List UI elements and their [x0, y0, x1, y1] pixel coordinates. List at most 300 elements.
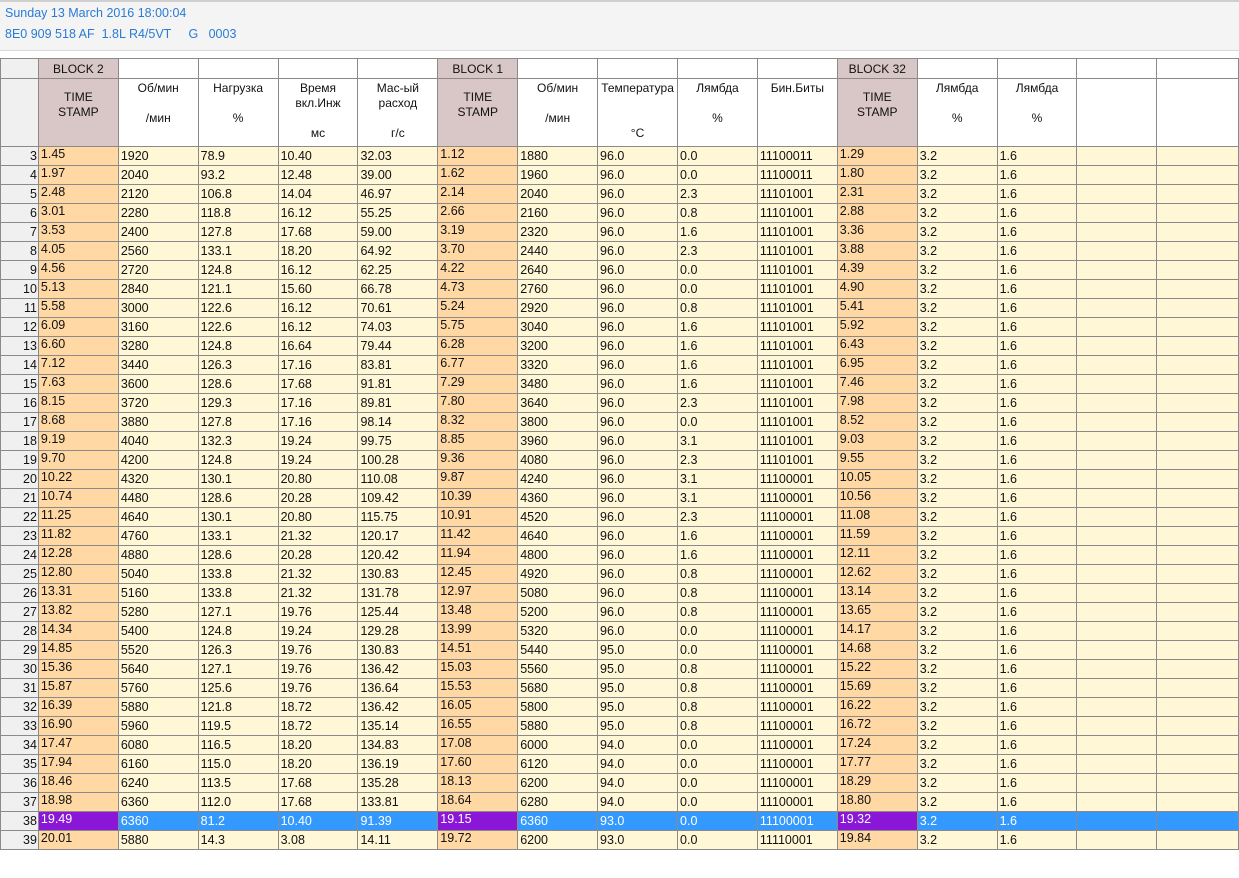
value-cell: 11101001	[757, 451, 837, 470]
column-header[interactable]	[917, 79, 997, 147]
column-header-label: %	[712, 111, 723, 125]
row-number: 8	[1, 242, 39, 261]
value-cell: 132.3	[198, 432, 278, 451]
value-cell: 124.8	[198, 261, 278, 280]
value-cell: 1.6	[997, 204, 1077, 223]
value-cell: 0.0	[678, 147, 758, 166]
row-number: 9	[1, 261, 39, 280]
value-cell: 118.8	[198, 204, 278, 223]
value-cell: 3320	[518, 356, 598, 375]
empty-cell	[1157, 356, 1239, 375]
table-row[interactable]	[1, 280, 1239, 299]
value-cell: 16.12	[278, 318, 358, 337]
value-cell: 11101001	[757, 375, 837, 394]
value-cell: 6200	[518, 831, 598, 850]
timestamp-cell: 10.56	[837, 489, 917, 508]
value-cell: 11100011	[757, 166, 837, 185]
column-header[interactable]	[997, 79, 1077, 147]
timestamp-cell: 9.36	[438, 451, 518, 470]
empty-cell	[1077, 356, 1157, 375]
empty-cell	[1157, 242, 1239, 261]
column-header-label: STAMP	[58, 105, 99, 119]
empty-cell	[1157, 147, 1239, 166]
table-row[interactable]	[1, 546, 1239, 565]
table-row[interactable]	[1, 242, 1239, 261]
value-cell: 96.0	[598, 394, 678, 413]
value-cell: 3280	[118, 337, 198, 356]
value-cell: 1.6	[997, 698, 1077, 717]
timestamp-cell: 5.24	[438, 299, 518, 318]
empty-cell	[1157, 660, 1239, 679]
value-cell: 1.6	[678, 546, 758, 565]
empty-cell	[1077, 318, 1157, 337]
value-cell: 0.8	[678, 679, 758, 698]
value-cell: 14.04	[278, 185, 358, 204]
table-row[interactable]	[1, 641, 1239, 660]
value-cell: 11101001	[757, 185, 837, 204]
table-row[interactable]	[1, 166, 1239, 185]
timestamp-cell: 5.41	[837, 299, 917, 318]
value-cell: 11101001	[757, 242, 837, 261]
empty-cell	[1157, 280, 1239, 299]
value-cell: 133.8	[198, 565, 278, 584]
value-cell: 127.1	[198, 603, 278, 622]
table-row[interactable]	[1, 717, 1239, 736]
value-cell: 11100001	[757, 489, 837, 508]
column-header-label: мс	[310, 126, 326, 140]
column-header-label	[1159, 96, 1236, 111]
value-cell: 3160	[118, 318, 198, 337]
table-row[interactable]	[1, 185, 1239, 204]
value-cell: 96.0	[598, 489, 678, 508]
value-cell: 1.6	[997, 413, 1077, 432]
row-number: 10	[1, 280, 39, 299]
value-cell: 96.0	[598, 185, 678, 204]
empty-cell	[1157, 394, 1239, 413]
value-cell: 93.0	[598, 831, 678, 850]
value-cell: 11100001	[757, 793, 837, 812]
value-cell: 1.6	[678, 337, 758, 356]
value-cell: 0.8	[678, 299, 758, 318]
timestamp-cell: 6.77	[438, 356, 518, 375]
table-row[interactable]	[1, 356, 1239, 375]
timestamp-cell: 16.72	[837, 717, 917, 736]
empty-cell	[1157, 584, 1239, 603]
value-cell: 3.2	[917, 508, 997, 527]
value-cell: 96.0	[598, 337, 678, 356]
value-cell: 2120	[118, 185, 198, 204]
value-cell: 96.0	[598, 565, 678, 584]
table-row[interactable]	[1, 679, 1239, 698]
timestamp-cell: 4.39	[837, 261, 917, 280]
value-cell: 11100001	[757, 622, 837, 641]
value-cell: 3.2	[917, 546, 997, 565]
value-cell: 4920	[518, 565, 598, 584]
value-cell: 5320	[518, 622, 598, 641]
table-row[interactable]	[1, 147, 1239, 166]
value-cell: 16.64	[278, 337, 358, 356]
timestamp-cell: 5.13	[38, 280, 118, 299]
table-row[interactable]	[1, 698, 1239, 717]
timestamp-cell: 9.87	[438, 470, 518, 489]
value-cell: 1.6	[997, 717, 1077, 736]
empty-cell	[1077, 641, 1157, 660]
empty-cell	[1077, 736, 1157, 755]
timestamp-cell: 19.72	[438, 831, 518, 850]
column-header[interactable]	[598, 79, 678, 147]
value-cell: 122.6	[198, 299, 278, 318]
value-cell: 3.2	[917, 470, 997, 489]
value-cell: 11100001	[757, 717, 837, 736]
value-cell: 3.2	[917, 204, 997, 223]
timestamp-cell: 2.14	[438, 185, 518, 204]
value-cell: 4040	[118, 432, 198, 451]
timestamp-cell: 10.39	[438, 489, 518, 508]
value-cell: 135.14	[358, 717, 438, 736]
value-cell: 11100011	[757, 147, 837, 166]
timestamp-cell: 10.91	[438, 508, 518, 527]
row-number: 39	[1, 831, 39, 850]
column-header-label: вкл.Инж	[295, 96, 341, 110]
table-row[interactable]	[1, 831, 1239, 850]
value-cell: 93.0	[598, 812, 678, 831]
column-header-label: STAMP	[457, 105, 498, 119]
table-row[interactable]	[1, 204, 1239, 223]
value-cell: 125.6	[198, 679, 278, 698]
value-cell: 95.0	[598, 660, 678, 679]
empty-cell	[1157, 470, 1239, 489]
value-cell: 11100001	[757, 546, 837, 565]
value-cell: 133.81	[358, 793, 438, 812]
table-row[interactable]	[1, 660, 1239, 679]
timestamp-cell: 1.62	[438, 166, 518, 185]
timestamp-cell: 17.60	[438, 755, 518, 774]
value-cell: 46.97	[358, 185, 438, 204]
column-header[interactable]	[118, 79, 198, 147]
value-cell: 15.60	[278, 280, 358, 299]
empty-cell	[1077, 793, 1157, 812]
value-cell: 2.3	[678, 242, 758, 261]
empty-cell	[1077, 147, 1157, 166]
value-cell: 2640	[518, 261, 598, 280]
value-cell: 6240	[118, 774, 198, 793]
timestamp-cell: 12.45	[438, 565, 518, 584]
timestamp-cell: 6.95	[837, 356, 917, 375]
value-cell: 14.3	[198, 831, 278, 850]
row-number: 37	[1, 793, 39, 812]
timestamp-cell: 17.08	[438, 736, 518, 755]
empty-cell	[1157, 527, 1239, 546]
value-cell: 6120	[518, 755, 598, 774]
value-cell: 3.2	[917, 698, 997, 717]
timestamp-cell: 12.28	[38, 546, 118, 565]
column-header-label	[201, 96, 276, 111]
timestamp-cell: 5.58	[38, 299, 118, 318]
timestamp-cell: 13.65	[837, 603, 917, 622]
timestamp-cell: 3.88	[837, 242, 917, 261]
empty-cell	[1157, 698, 1239, 717]
value-cell: 126.3	[198, 641, 278, 660]
value-cell: 83.81	[358, 356, 438, 375]
column-header-label	[1079, 111, 1154, 126]
value-cell: 3.2	[917, 394, 997, 413]
value-cell: 135.28	[358, 774, 438, 793]
value-cell: 121.1	[198, 280, 278, 299]
value-cell: 11100001	[757, 736, 837, 755]
column-header-label: Нагрузка	[213, 81, 264, 95]
timestamp-cell: 4.05	[38, 242, 118, 261]
value-cell: 11100001	[757, 565, 837, 584]
value-cell: 18.72	[278, 717, 358, 736]
value-cell: 5800	[518, 698, 598, 717]
table-row[interactable]	[1, 413, 1239, 432]
value-cell: 17.16	[278, 394, 358, 413]
value-cell: 1.6	[678, 318, 758, 337]
value-cell: 5440	[518, 641, 598, 660]
value-cell: 19.24	[278, 451, 358, 470]
timestamp-cell: 14.68	[837, 641, 917, 660]
value-cell: 130.1	[198, 470, 278, 489]
column-header[interactable]	[38, 79, 118, 147]
table-row[interactable]	[1, 489, 1239, 508]
empty-cell	[1077, 204, 1157, 223]
table-row[interactable]	[1, 394, 1239, 413]
value-cell: 94.0	[598, 793, 678, 812]
column-header[interactable]	[198, 79, 278, 147]
value-cell: 6360	[518, 812, 598, 831]
table-row[interactable]	[1, 299, 1239, 318]
value-cell: 5880	[118, 831, 198, 850]
top-divider	[0, 0, 1239, 2]
value-cell: 3.08	[278, 831, 358, 850]
empty-cell	[1077, 261, 1157, 280]
value-cell: 4800	[518, 546, 598, 565]
table-row[interactable]	[1, 774, 1239, 793]
empty-cell	[1077, 185, 1157, 204]
table-row[interactable]	[1, 318, 1239, 337]
table-row[interactable]	[1, 603, 1239, 622]
timestamp-cell: 4.90	[837, 280, 917, 299]
value-cell: 16.12	[278, 299, 358, 318]
value-cell: 96.0	[598, 508, 678, 527]
value-cell: 1.6	[997, 755, 1077, 774]
column-header[interactable]	[1077, 79, 1157, 147]
value-cell: 4520	[518, 508, 598, 527]
value-cell: 128.6	[198, 489, 278, 508]
timestamp-cell: 18.98	[38, 793, 118, 812]
timestamp-cell: 19.15	[438, 812, 518, 831]
value-cell: 95.0	[598, 641, 678, 660]
value-cell: 1.6	[997, 831, 1077, 850]
value-cell: 1.6	[997, 793, 1077, 812]
timestamp-cell: 15.53	[438, 679, 518, 698]
value-cell: 133.8	[198, 584, 278, 603]
value-cell: 16.12	[278, 261, 358, 280]
table-row[interactable]	[1, 470, 1239, 489]
row-number: 31	[1, 679, 39, 698]
empty-cell	[1157, 565, 1239, 584]
table-row[interactable]	[1, 584, 1239, 603]
value-cell: 0.8	[678, 603, 758, 622]
column-header[interactable]	[757, 79, 837, 147]
row-number: 19	[1, 451, 39, 470]
value-cell: 96.0	[598, 413, 678, 432]
value-cell: 3.2	[917, 318, 997, 337]
value-cell: 6000	[518, 736, 598, 755]
timestamp-cell: 9.19	[38, 432, 118, 451]
empty-cell	[1157, 793, 1239, 812]
block-label-empty	[757, 59, 837, 79]
column-header[interactable]	[1157, 79, 1239, 147]
timestamp-cell: 13.99	[438, 622, 518, 641]
column-header-label: %	[951, 111, 963, 125]
row-number: 7	[1, 223, 39, 242]
column-header[interactable]	[358, 79, 438, 147]
value-cell: 120.17	[358, 527, 438, 546]
value-cell: 1.6	[997, 242, 1077, 261]
block-label: BLOCK 1	[438, 59, 518, 79]
value-cell: 11101001	[757, 204, 837, 223]
value-cell: 1.6	[997, 470, 1077, 489]
empty-cell	[1077, 166, 1157, 185]
value-cell: 94.0	[598, 774, 678, 793]
table-row[interactable]	[1, 622, 1239, 641]
value-cell: 1920	[118, 147, 198, 166]
column-header-label: TIME	[64, 90, 93, 104]
empty-cell	[1157, 831, 1239, 850]
table-row[interactable]	[1, 793, 1239, 812]
value-cell: 3720	[118, 394, 198, 413]
timestamp-cell: 11.59	[837, 527, 917, 546]
table-row[interactable]	[1, 432, 1239, 451]
timestamp-cell: 3.19	[438, 223, 518, 242]
value-cell: 131.78	[358, 584, 438, 603]
table-row[interactable]	[1, 508, 1239, 527]
column-header-label: %	[1031, 111, 1043, 125]
value-cell: 64.92	[358, 242, 438, 261]
timestamp-cell: 11.25	[38, 508, 118, 527]
value-cell: 11101001	[757, 299, 837, 318]
column-header[interactable]	[518, 79, 598, 147]
value-cell: 1.6	[997, 774, 1077, 793]
value-cell: 2840	[118, 280, 198, 299]
table-row[interactable]	[1, 375, 1239, 394]
value-cell: 3.1	[678, 432, 758, 451]
empty-cell	[1077, 508, 1157, 527]
value-cell: 116.5	[198, 736, 278, 755]
column-header-label	[920, 96, 995, 111]
value-cell: 3.2	[917, 755, 997, 774]
value-cell: 4200	[118, 451, 198, 470]
value-cell: 0.8	[678, 717, 758, 736]
column-header-label: /мин	[145, 111, 171, 125]
value-cell: 2920	[518, 299, 598, 318]
value-cell: 6360	[118, 793, 198, 812]
column-header[interactable]	[678, 79, 758, 147]
value-cell: 66.78	[358, 280, 438, 299]
value-cell: 124.8	[198, 337, 278, 356]
value-cell: 32.03	[358, 147, 438, 166]
value-cell: 3880	[118, 413, 198, 432]
log-datetime: Sunday 13 March 2016 18:00:04	[5, 6, 187, 20]
table-row[interactable]	[1, 812, 1239, 831]
timestamp-cell: 18.46	[38, 774, 118, 793]
value-cell: 6360	[118, 812, 198, 831]
value-cell: 1.6	[997, 489, 1077, 508]
value-cell: 2440	[518, 242, 598, 261]
value-cell: 18.20	[278, 242, 358, 261]
empty-cell	[1157, 622, 1239, 641]
value-cell: 79.44	[358, 337, 438, 356]
value-cell: 3.2	[917, 679, 997, 698]
timestamp-cell: 13.14	[837, 584, 917, 603]
value-cell: 96.0	[598, 280, 678, 299]
value-cell: 99.75	[358, 432, 438, 451]
ecu-identification: 8E0 909 518 AF 1.8L R4/5VT G 0003	[5, 27, 237, 41]
timestamp-cell: 8.68	[38, 413, 118, 432]
row-number: 5	[1, 185, 39, 204]
column-header[interactable]	[438, 79, 518, 147]
table-row[interactable]	[1, 565, 1239, 584]
row-number: 32	[1, 698, 39, 717]
column-header-label	[281, 111, 356, 126]
timestamp-cell: 14.85	[38, 641, 118, 660]
value-cell: 3.2	[917, 736, 997, 755]
value-cell: 10.40	[278, 147, 358, 166]
value-cell: 1.6	[678, 375, 758, 394]
value-cell: 96.0	[598, 356, 678, 375]
value-cell: 96.0	[598, 261, 678, 280]
timestamp-cell: 18.64	[438, 793, 518, 812]
value-cell: 112.0	[198, 793, 278, 812]
table-row[interactable]	[1, 261, 1239, 280]
column-header-label	[1000, 96, 1075, 111]
value-cell: 119.5	[198, 717, 278, 736]
column-header-label	[121, 96, 196, 111]
timestamp-cell: 6.60	[38, 337, 118, 356]
empty-cell	[1077, 451, 1157, 470]
timestamp-cell: 7.63	[38, 375, 118, 394]
column-header[interactable]	[837, 79, 917, 147]
timestamp-cell: 4.22	[438, 261, 518, 280]
empty-cell	[1077, 299, 1157, 318]
table-row[interactable]	[1, 736, 1239, 755]
table-row[interactable]	[1, 223, 1239, 242]
value-cell: 11100001	[757, 679, 837, 698]
value-cell: 11101001	[757, 413, 837, 432]
row-number: 11	[1, 299, 39, 318]
value-cell: 3.2	[917, 223, 997, 242]
value-cell: 96.0	[598, 375, 678, 394]
value-cell: 96.0	[598, 546, 678, 565]
empty-cell	[1077, 831, 1157, 850]
timestamp-cell: 7.98	[837, 394, 917, 413]
table-row[interactable]	[1, 451, 1239, 470]
empty-cell	[1157, 736, 1239, 755]
empty-cell	[1157, 318, 1239, 337]
table-row[interactable]	[1, 527, 1239, 546]
measurement-grid[interactable]	[0, 58, 1239, 878]
timestamp-cell: 17.77	[837, 755, 917, 774]
block-label: BLOCK 2	[38, 59, 118, 79]
value-cell: 2.3	[678, 508, 758, 527]
table-row[interactable]	[1, 755, 1239, 774]
table-row[interactable]	[1, 337, 1239, 356]
timestamp-cell: 11.08	[837, 508, 917, 527]
timestamp-cell: 7.80	[438, 394, 518, 413]
column-header[interactable]	[278, 79, 358, 147]
value-cell: 1.6	[997, 185, 1077, 204]
